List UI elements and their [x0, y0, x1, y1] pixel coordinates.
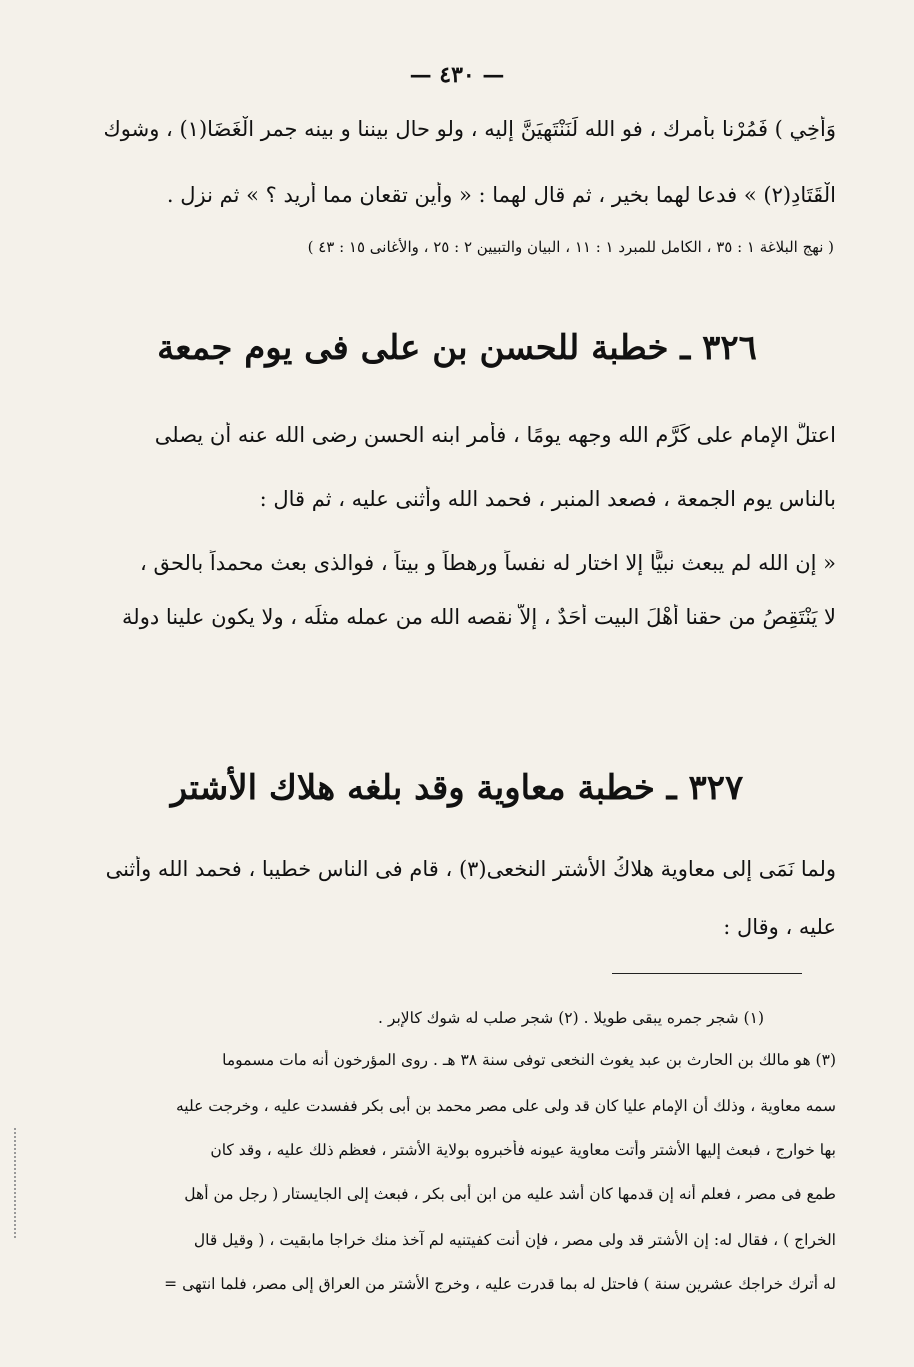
section-heading: ٣٢٦ ـ خطبة للحسن بن على فى يوم جمعة: [157, 328, 757, 368]
page-number: — ٤٣٠ —: [409, 62, 505, 88]
footnote-separator: [612, 973, 802, 974]
footnote-line: الخراج ) ، فقال له: إن الأشتر قد ولى مصر ، فإن أنت كفيتنيه لم آخذ منك خراجا مابقيت ، ( وقيل قال: [193, 1231, 836, 1249]
margin-mark: [14, 1128, 18, 1238]
body-line: « إن الله لم يبعث نبيًّا إلا اختار له نفساً ورهطاً و بيتاً ، فوالذى بعث محمداً بالحق ،: [140, 551, 836, 575]
body-line: ولما نَمَى إلى معاوية هلاكُ الأشتر النخعى(٣) ، قام فى الناس خطيبا ، فحمد الله وأثنى: [105, 857, 836, 881]
footnote-line: بها خوارج ، فبعث إليها الأشتر وأتت معاوية عيونه فأخبروه بولاية الأشتر ، فعظم ذلك عليه ، وقد كان: [210, 1141, 836, 1159]
footnote-line: (١) شجر جمره يبقى طويلا . (٢) شجر صلب له شوك كالإبر .: [378, 1009, 764, 1027]
footnote-line: طمع فى مصر ، فعلم أنه إن قدمها كان أشد عليه من ابن أبى بكر ، فبعث إلى الجايستار ( رجل من أهل: [184, 1185, 836, 1203]
body-line: اعتلَّ الإمام على كَرَّم الله وجهه يومًا ، فأمر ابنه الحسن رضى الله عنه أن يصلى: [154, 423, 836, 447]
body-line: بالناس يوم الجمعة ، فصعد المنبر ، فحمد الله وأثنى عليه ، ثم قال :: [259, 487, 836, 511]
footnote-line: له أترك خراجك عشرين سنة ) فاحتل له بما قدرت عليه ، وخرج الأشتر من العراق إلى مصر، فلما انتهى =: [164, 1275, 836, 1293]
body-line: وَأَخِي ) فَمُرْنا بأمرك ، فو الله لَنَنْتَهِيَنَّ إليه ، ولو حال بيننا و بينه جمر الْغَضَا(١) ، وشوك: [103, 117, 836, 141]
source-citation: ( نهج البلاغة ١ : ٣٥ ، الكامل للمبرد ١ : ١١ ، البيان والتبيين ٢ : ٢٥ ، والأغانى ١٥ : ٤٣ ): [307, 238, 834, 256]
section-heading: ٣٢٧ ـ خطبة معاوية وقد بلغه هلاك الأشتر: [170, 768, 744, 808]
body-line: لا يَنْتَقِصُ من حقنا أَهْلَ البيت أحَدٌ ، إلاَّ نقصه الله من عمله مثلَه ، ولا يكون علينا دولة: [122, 605, 836, 629]
footnote-line: سمه معاوية ، وذلك أن الإمام عليا كان قد ولى على مصر محمد بن أبى بكر ففسدت عليه ، وخرجت عليه: [175, 1097, 836, 1115]
body-line: الْقَتَادِ(٢) » فدعا لهما بخير ، ثم قال لهما : « وأين تقعان مما أريد ؟ » ثم نزل .: [166, 183, 836, 207]
body-line: عليه ، وقال :: [723, 915, 836, 939]
footnote-line: (٣) هو مالك بن الحارث بن عبد يغوث النخعى توفى سنة ٣٨ هـ . روى المؤرخون أنه مات مسموما: [222, 1051, 836, 1069]
